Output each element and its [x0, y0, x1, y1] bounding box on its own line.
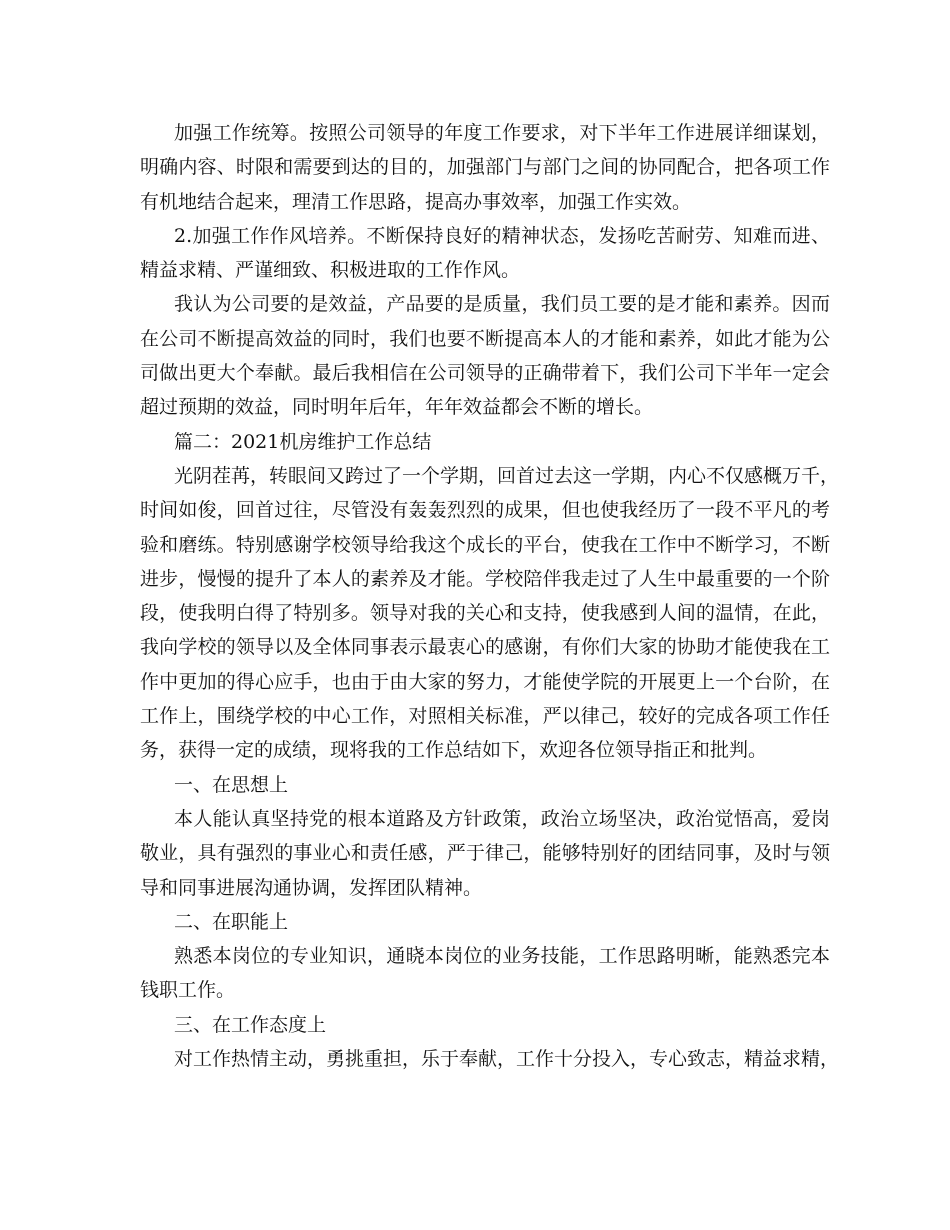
text-line: 熟悉本岗位的专业知识，通晓本岗位的业务技能，工作思路明晰，能熟悉完本: [174, 945, 830, 968]
text-line: 务，获得一定的成绩，现将我的工作总结如下，欢迎各位领导指正和批判。: [140, 739, 768, 762]
text-line: 精益求精、严谨细致、积极进取的工作作风。: [140, 259, 521, 282]
text-line: 我认为公司要的是效益，产品要的是质量，我们员工要的是才能和素养。因而: [174, 293, 830, 316]
text-line: 一、在思想上: [174, 773, 289, 796]
text-line: 验和磨练。特别感谢学校领导给我这个成长的平台，使我在工作中不断学习，不断: [140, 533, 830, 556]
text-line: 加强工作统筹。按照公司领导的年度工作要求，对下半年工作进展详细谋划，: [174, 122, 830, 144]
text-line: 篇二：2021机房维护工作总结: [174, 430, 432, 453]
text-line: 进步，慢慢的提升了本人的素养及才能。学校陪伴我走过了人生中最重要的一个阶: [140, 567, 830, 590]
text-line: 司做出更大个奉献。最后我相信在公司领导的正确带着下，我们公司下半年一定会: [140, 362, 830, 385]
text-line: 在公司不断提高效益的同时，我们也要不断提高本人的才能和素养，如此才能为公: [140, 327, 830, 350]
text-line: 敬业，具有强烈的事业心和责任感，严于律己，能够特别好的团结同事，及时与领: [140, 842, 830, 865]
text-line: 钱职工作。: [140, 979, 236, 1002]
text-line: 有机地结合起来，理清工作思路，提高办事效率，加强工作实效。: [140, 190, 692, 213]
text-line: 超过预期的效益，同时明年后年，年年效益都会不断的增长。: [140, 396, 654, 419]
document-body: [140, 116, 840, 1076]
text-line: 明确内容、时限和需要到达的目的，加强部门与部门之间的协同配合，把各项工作: [140, 156, 830, 179]
text-line: 导和同事进展沟通协调，发挥团队精神。: [140, 876, 483, 899]
text-line: 二、在职能上: [174, 910, 289, 933]
text-line: 我向学校的领导以及全体同事表示最衷心的感谢，有你们大家的协助才能使我在工: [140, 636, 830, 659]
text-line: 工作上，围绕学校的中心工作，对照相关标准，严以律己，较好的完成各项工作任: [140, 705, 830, 728]
text-line: 光阴茬苒，转眼间又跨过了一个学期，回首过去这一学期，内心不仅感概万千，: [174, 464, 840, 487]
text-line: 对工作热情主动，勇挑重担，乐于奉献，工作十分投入，专心致志，精益求精，: [174, 1048, 840, 1071]
text-line: 作中更加的得心应手，也由于由大家的努力，才能使学院的开展更上一个台阶，在: [140, 670, 830, 693]
text-line: 段，使我明白得了特别多。领导对我的关心和支持，使我感到人间的温情，在此，: [140, 602, 830, 625]
text-line: 2.加强工作作风培养。不断保持良好的精神状态，发扬吃苦耐劳、知难而进、: [174, 224, 830, 247]
text-line: 时间如俊，回首过往，尽管没有轰轰烈烈的成果，但也使我经历了一段不平凡的考: [140, 499, 830, 522]
text-line: 本人能认真坚持党的根本道路及方针政策，政治立场坚决，政治觉悟高，爱岗: [174, 807, 830, 830]
text-line: 三、在工作态度上: [174, 1013, 327, 1036]
